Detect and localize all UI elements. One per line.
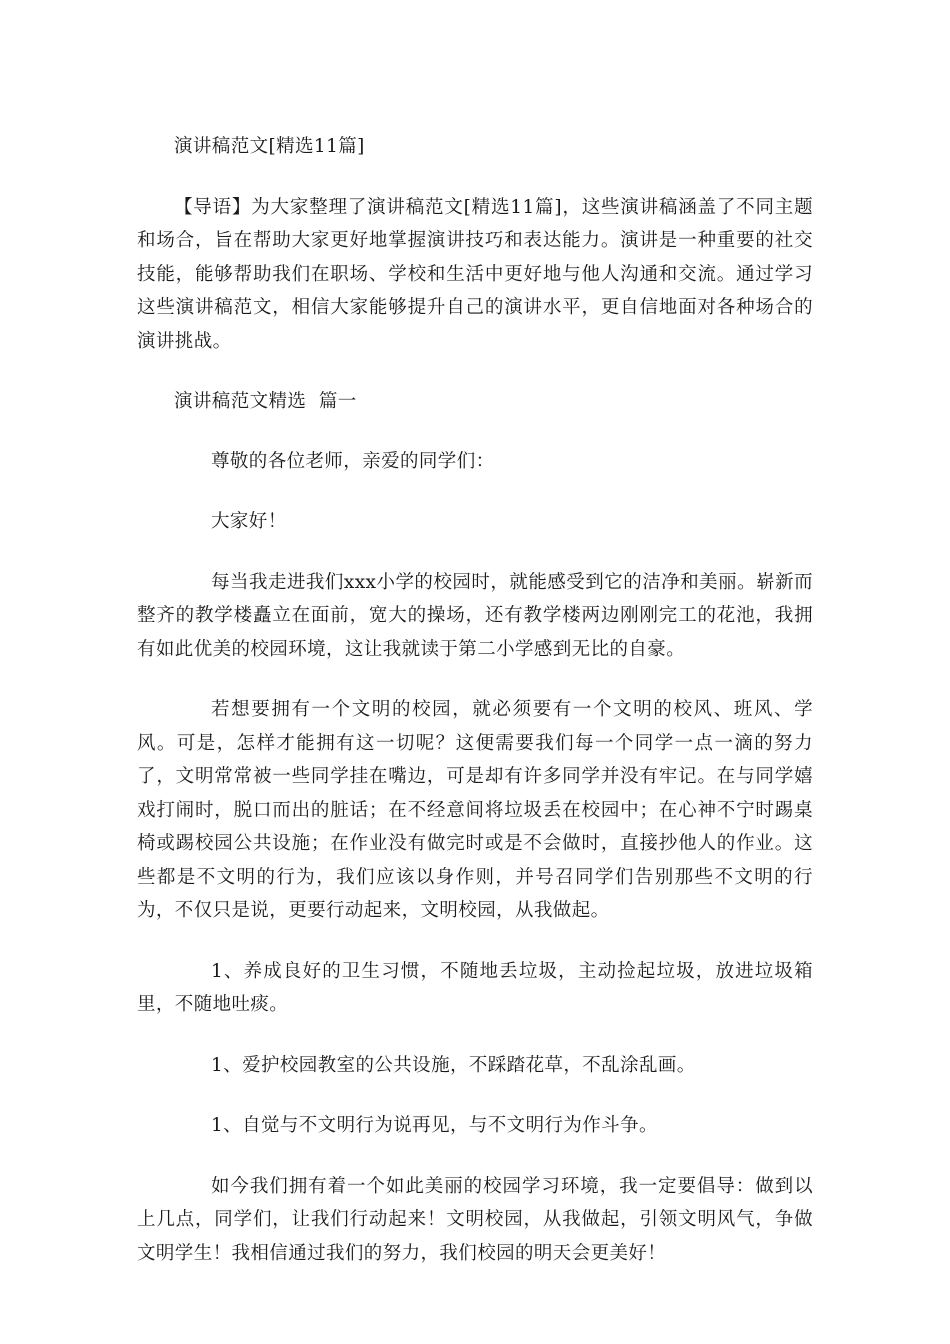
salutation: 尊敬的各位老师，亲爱的同学们： bbox=[211, 450, 495, 472]
section-title: 演讲稿范文精选 篇一 bbox=[174, 391, 357, 412]
body-paragraph: 若想要拥有一个文明的校园，就必须要有一个文明的校风、班风、学风。可是，怎样才能拥有这一切呢？这便需要我们每一个同学一点一滴的努力了，文明常常被一些同学挂在嘴边，可是却有许多同学并没有牢记。在与同学嬉戏打闹时，脱口而出的脏话；在不经意间将垃圾丢在校园中；在心神不宁时踢桌椅或踢校园公共设施；在作业没有做完时或是不会做时，直接抄他人的作业。这些都是不文明的行为，我们应该以身作则，并号召同学们告别那些不文明的行为，不仅只是说，更要行动起来，文明校园，从我做起。 bbox=[137, 699, 813, 921]
greeting: 大家好！ bbox=[211, 511, 287, 532]
body-paragraph: 每当我走进我们xxx小学的校园时，就能感受到它的洁净和美丽。崭新而整齐的教学楼矗立在面前，宽大的操场，还有教学楼两边刚刚完工的花池，我拥有如此优美的校园环境，这让我就读于第二小学感到无比的自豪。 bbox=[137, 571, 813, 660]
list-item: 1、养成良好的卫生习惯，不随地丢垃圾，主动捡起垃圾，放进垃圾箱里，不随地吐痰。 bbox=[137, 960, 813, 1015]
closing-paragraph: 如今我们拥有着一个如此美丽的校园学习环境，我一定要倡导：做到以上几点，同学们，让我们行动起来！文明校园，从我做起，引领文明风气，争做文明学生！我相信通过我们的努力，我们校园的明天会更美好！ bbox=[137, 1175, 813, 1264]
document-body bbox=[137, 130, 813, 1297]
list-item: 1、爱护校园教室的公共设施，不踩踏花草，不乱涂乱画。 bbox=[211, 1054, 696, 1076]
list-item: 1、自觉与不文明行为说再见，与不文明行为作斗争。 bbox=[211, 1115, 658, 1136]
document-title: 演讲稿范文[精选11篇] bbox=[174, 136, 365, 157]
intro-paragraph: 【导语】为大家整理了演讲稿范文[精选11篇]，这些演讲稿涵盖了不同主题和场合，旨在帮助大家更好地掌握演讲技巧和表达能力。演讲是一种重要的社交技能，能够帮助我们在职场、学校和生活中更好地与他人沟通和交流。通过学习这些演讲稿范文，相信大家能够提升自己的演讲水平，更自信地面对各种场合的演讲挑战。 bbox=[137, 196, 813, 352]
